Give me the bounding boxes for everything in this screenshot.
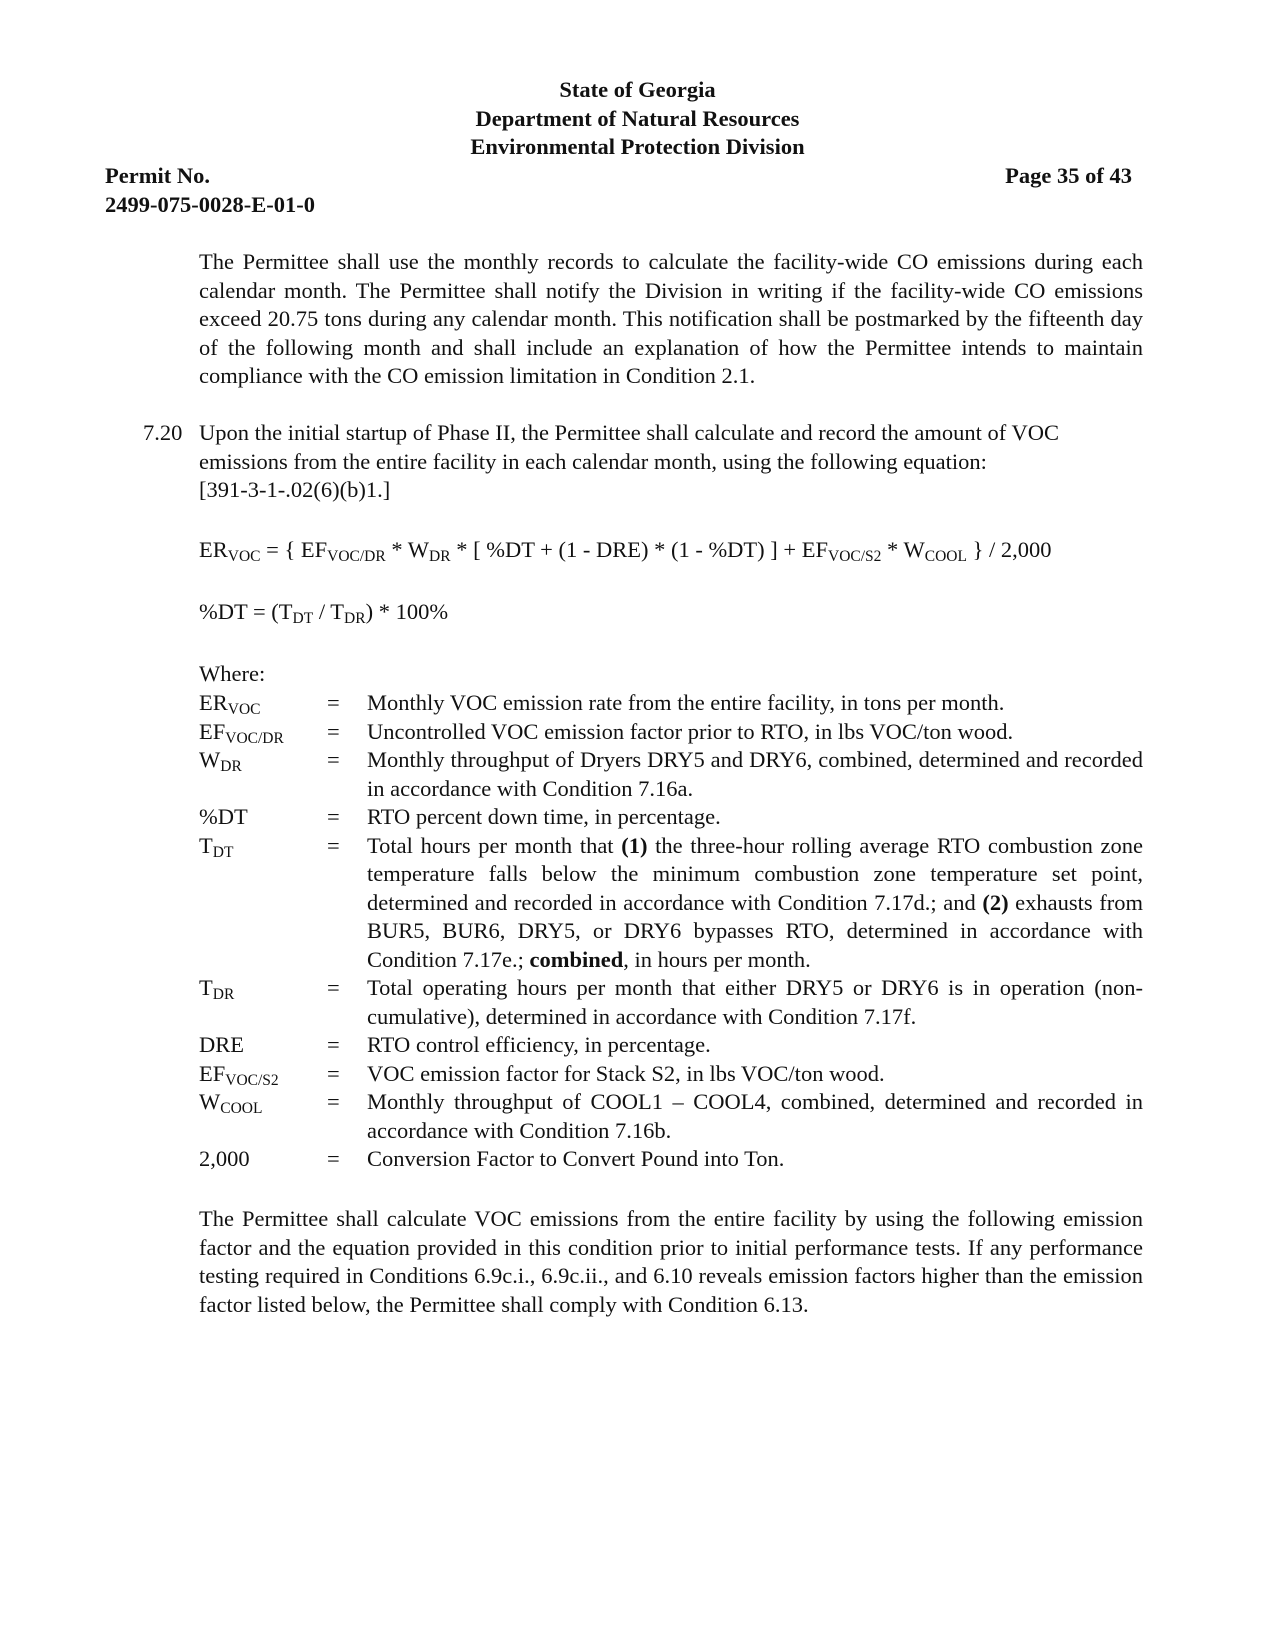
eq-term: * W: [385, 537, 430, 562]
condition-citation: [391-3-1-.02(6)(b)1.]: [199, 477, 391, 502]
eq-term: } / 2,000: [966, 537, 1052, 562]
definitions-list: [199, 689, 1143, 1174]
equals-sign: =: [327, 832, 340, 858]
definition-text: Monthly VOC emission rate from the entire facility, in tons per month.: [367, 690, 1005, 715]
symbol-subscript: DR: [220, 758, 242, 775]
symbol-base: 2,000: [199, 1146, 250, 1171]
definition-symbol: [199, 1060, 327, 1089]
equals-sign: =: [327, 718, 340, 744]
symbol-subscript: DR: [212, 986, 235, 1003]
eq-term: * W: [881, 537, 925, 562]
definition-text: Total operating hours per month that either DRY5 or DRY6 is in operation (non-cumulative), determined in accordance with Condition 7.17f.: [367, 975, 1143, 1029]
definition-row: [199, 1060, 1143, 1089]
agency-header: [0, 76, 1275, 162]
eq-subscript: DR: [429, 548, 451, 565]
symbol-base: DRE: [199, 1032, 244, 1057]
equals-sign: =: [327, 690, 340, 715]
definition-symbol: [199, 1031, 327, 1060]
definition-text: VOC emission factor for Stack S2, in lbs VOC/ton wood.: [367, 1060, 885, 1086]
definition-symbol: [199, 803, 327, 832]
eq-term: * [ %DT + (1 - DRE) * (1 - %DT) ] + EF: [450, 537, 828, 562]
permit-label: Permit No.: [105, 163, 210, 188]
condition-text-line-2: emissions from the entire facility in each calendar month, using the following equation:: [199, 448, 987, 474]
symbol-base: T: [199, 975, 213, 1000]
definition-row: [199, 1088, 1143, 1145]
definition-symbol: [199, 718, 327, 747]
symbol-subscript: VOC: [227, 701, 261, 718]
permit-number: 2499-075-0028-E-01-0: [105, 191, 315, 217]
equals-sign: =: [327, 1032, 340, 1057]
symbol-base: W: [199, 747, 221, 772]
eq-subscript: DR: [344, 610, 366, 627]
definition-symbol: [199, 689, 327, 718]
eq-subscript: VOC/S2: [828, 548, 882, 565]
eq-term: %DT = (T: [199, 599, 293, 624]
text-run: exhausts from BUR5, BUR6, DRY5, or DRY6 bypasses RTO, determined in accordance with Condition 7.17e.;: [367, 889, 1143, 972]
symbol-base: ER: [199, 690, 228, 715]
condition-text-line-1: Upon the initial startup of Phase II, the Permittee shall calculate and record the amount of VOC: [199, 420, 1059, 445]
definition-text: Monthly throughput of COOL1 – COOL4, combined, determined and recorded in accordance with Condition 7.16b.: [367, 1089, 1143, 1143]
definition-symbol: [199, 1088, 327, 1145]
equals-sign: =: [327, 1089, 340, 1114]
definition-text: Conversion Factor to Convert Pound into Ton.: [367, 1146, 785, 1171]
definition-row: [199, 832, 1143, 975]
equals-sign: =: [327, 975, 340, 1000]
definition-text: [367, 832, 1143, 975]
definition-row: [199, 689, 1143, 718]
symbol-subscript: DT: [212, 843, 234, 861]
co-emissions-paragraph: The Permittee shall use the monthly records to calculate the facility-wide CO emissions during each calendar month. The Permittee shall notify the Division in writing if the facility-wide CO emissions exceed 20.75 tons during any calendar month. This notification shall be postmarked by the fifteenth day of the following month and shall include an explanation of how the Permittee intends to maintain compliance with the CO emission limitation in Condition 2.1.: [199, 249, 1143, 388]
eq-term: ER: [199, 537, 228, 562]
definition-row: [199, 803, 1143, 832]
symbol-subscript: COOL: [220, 1100, 263, 1117]
definition-text: RTO percent down time, in percentage.: [367, 804, 721, 829]
equals-sign: =: [327, 1060, 340, 1086]
equals-sign: =: [327, 1146, 340, 1171]
header-state: State of Georgia: [559, 77, 716, 102]
downtime-equation: [199, 598, 448, 627]
eq-term: / T: [313, 599, 345, 624]
bold-run: combined: [529, 946, 624, 972]
eq-term: = { EF: [260, 537, 328, 562]
condition-number: 7.20: [143, 420, 183, 445]
text-run: Total hours per month that: [367, 832, 622, 858]
text-run: the three-hour rolling average RTO combustion zone temperature falls below the minimum combustion zone temperature set point, determined and recorded in accordance with Condition 7.17d.; and: [367, 832, 1143, 915]
definition-text: Uncontrolled VOC emission factor prior to RTO, in lbs VOC/ton wood.: [367, 718, 1014, 744]
definition-text: RTO control efficiency, in percentage.: [367, 1032, 711, 1057]
definition-symbol: [199, 1145, 327, 1174]
definition-symbol: [199, 974, 327, 1031]
definition-text: Monthly throughput of Dryers DRY5 and DRY6, combined, determined and recorded in accordance with Condition 7.16a.: [367, 747, 1143, 801]
bold-run: (2): [982, 889, 1009, 915]
eq-subscript: DT: [292, 610, 314, 627]
equals-sign: =: [327, 804, 340, 829]
symbol-subscript: VOC/S2: [225, 1071, 279, 1089]
symbol-base: %DT: [199, 804, 248, 829]
symbol-subscript: VOC/DR: [225, 729, 284, 747]
where-label: Where:: [199, 661, 266, 686]
definition-row: [199, 746, 1143, 803]
condition-7-20: [143, 419, 1143, 505]
text-run: , in hours per month.: [623, 946, 811, 972]
equals-sign: =: [327, 747, 340, 772]
eq-term: ) * 100%: [365, 599, 449, 624]
definition-row: [199, 1145, 1143, 1174]
symbol-base: EF: [199, 718, 226, 744]
voc-calculation-paragraph: The Permittee shall calculate VOC emissions from the entire facility by using the following emission factor and the equation provided in this condition prior to initial performance tests. If any performance testing required in Conditions 6.9c.i., 6.9c.ii., and 6.10 reveals emission factors higher than the emission factor listed below, the Permittee shall comply with Condition 6.13.: [199, 1206, 1143, 1317]
page-number: Page 35 of 43: [1005, 163, 1132, 188]
eq-subscript: VOC: [227, 548, 261, 565]
symbol-base: EF: [199, 1060, 226, 1086]
symbol-base: T: [199, 832, 213, 858]
header-department: Department of Natural Resources: [475, 105, 800, 131]
voc-emission-equation: [199, 536, 1052, 565]
bold-run: (1): [621, 832, 648, 858]
permit-number-block: [105, 162, 315, 219]
header-division: Environmental Protection Division: [470, 134, 805, 159]
definition-row: [199, 1031, 1143, 1060]
definition-row: [199, 974, 1143, 1031]
definition-row: [199, 718, 1143, 747]
eq-subscript: VOC/DR: [327, 548, 386, 565]
eq-subscript: COOL: [924, 548, 967, 565]
symbol-base: W: [199, 1089, 221, 1114]
definition-symbol: [199, 832, 327, 975]
definition-symbol: [199, 746, 327, 803]
